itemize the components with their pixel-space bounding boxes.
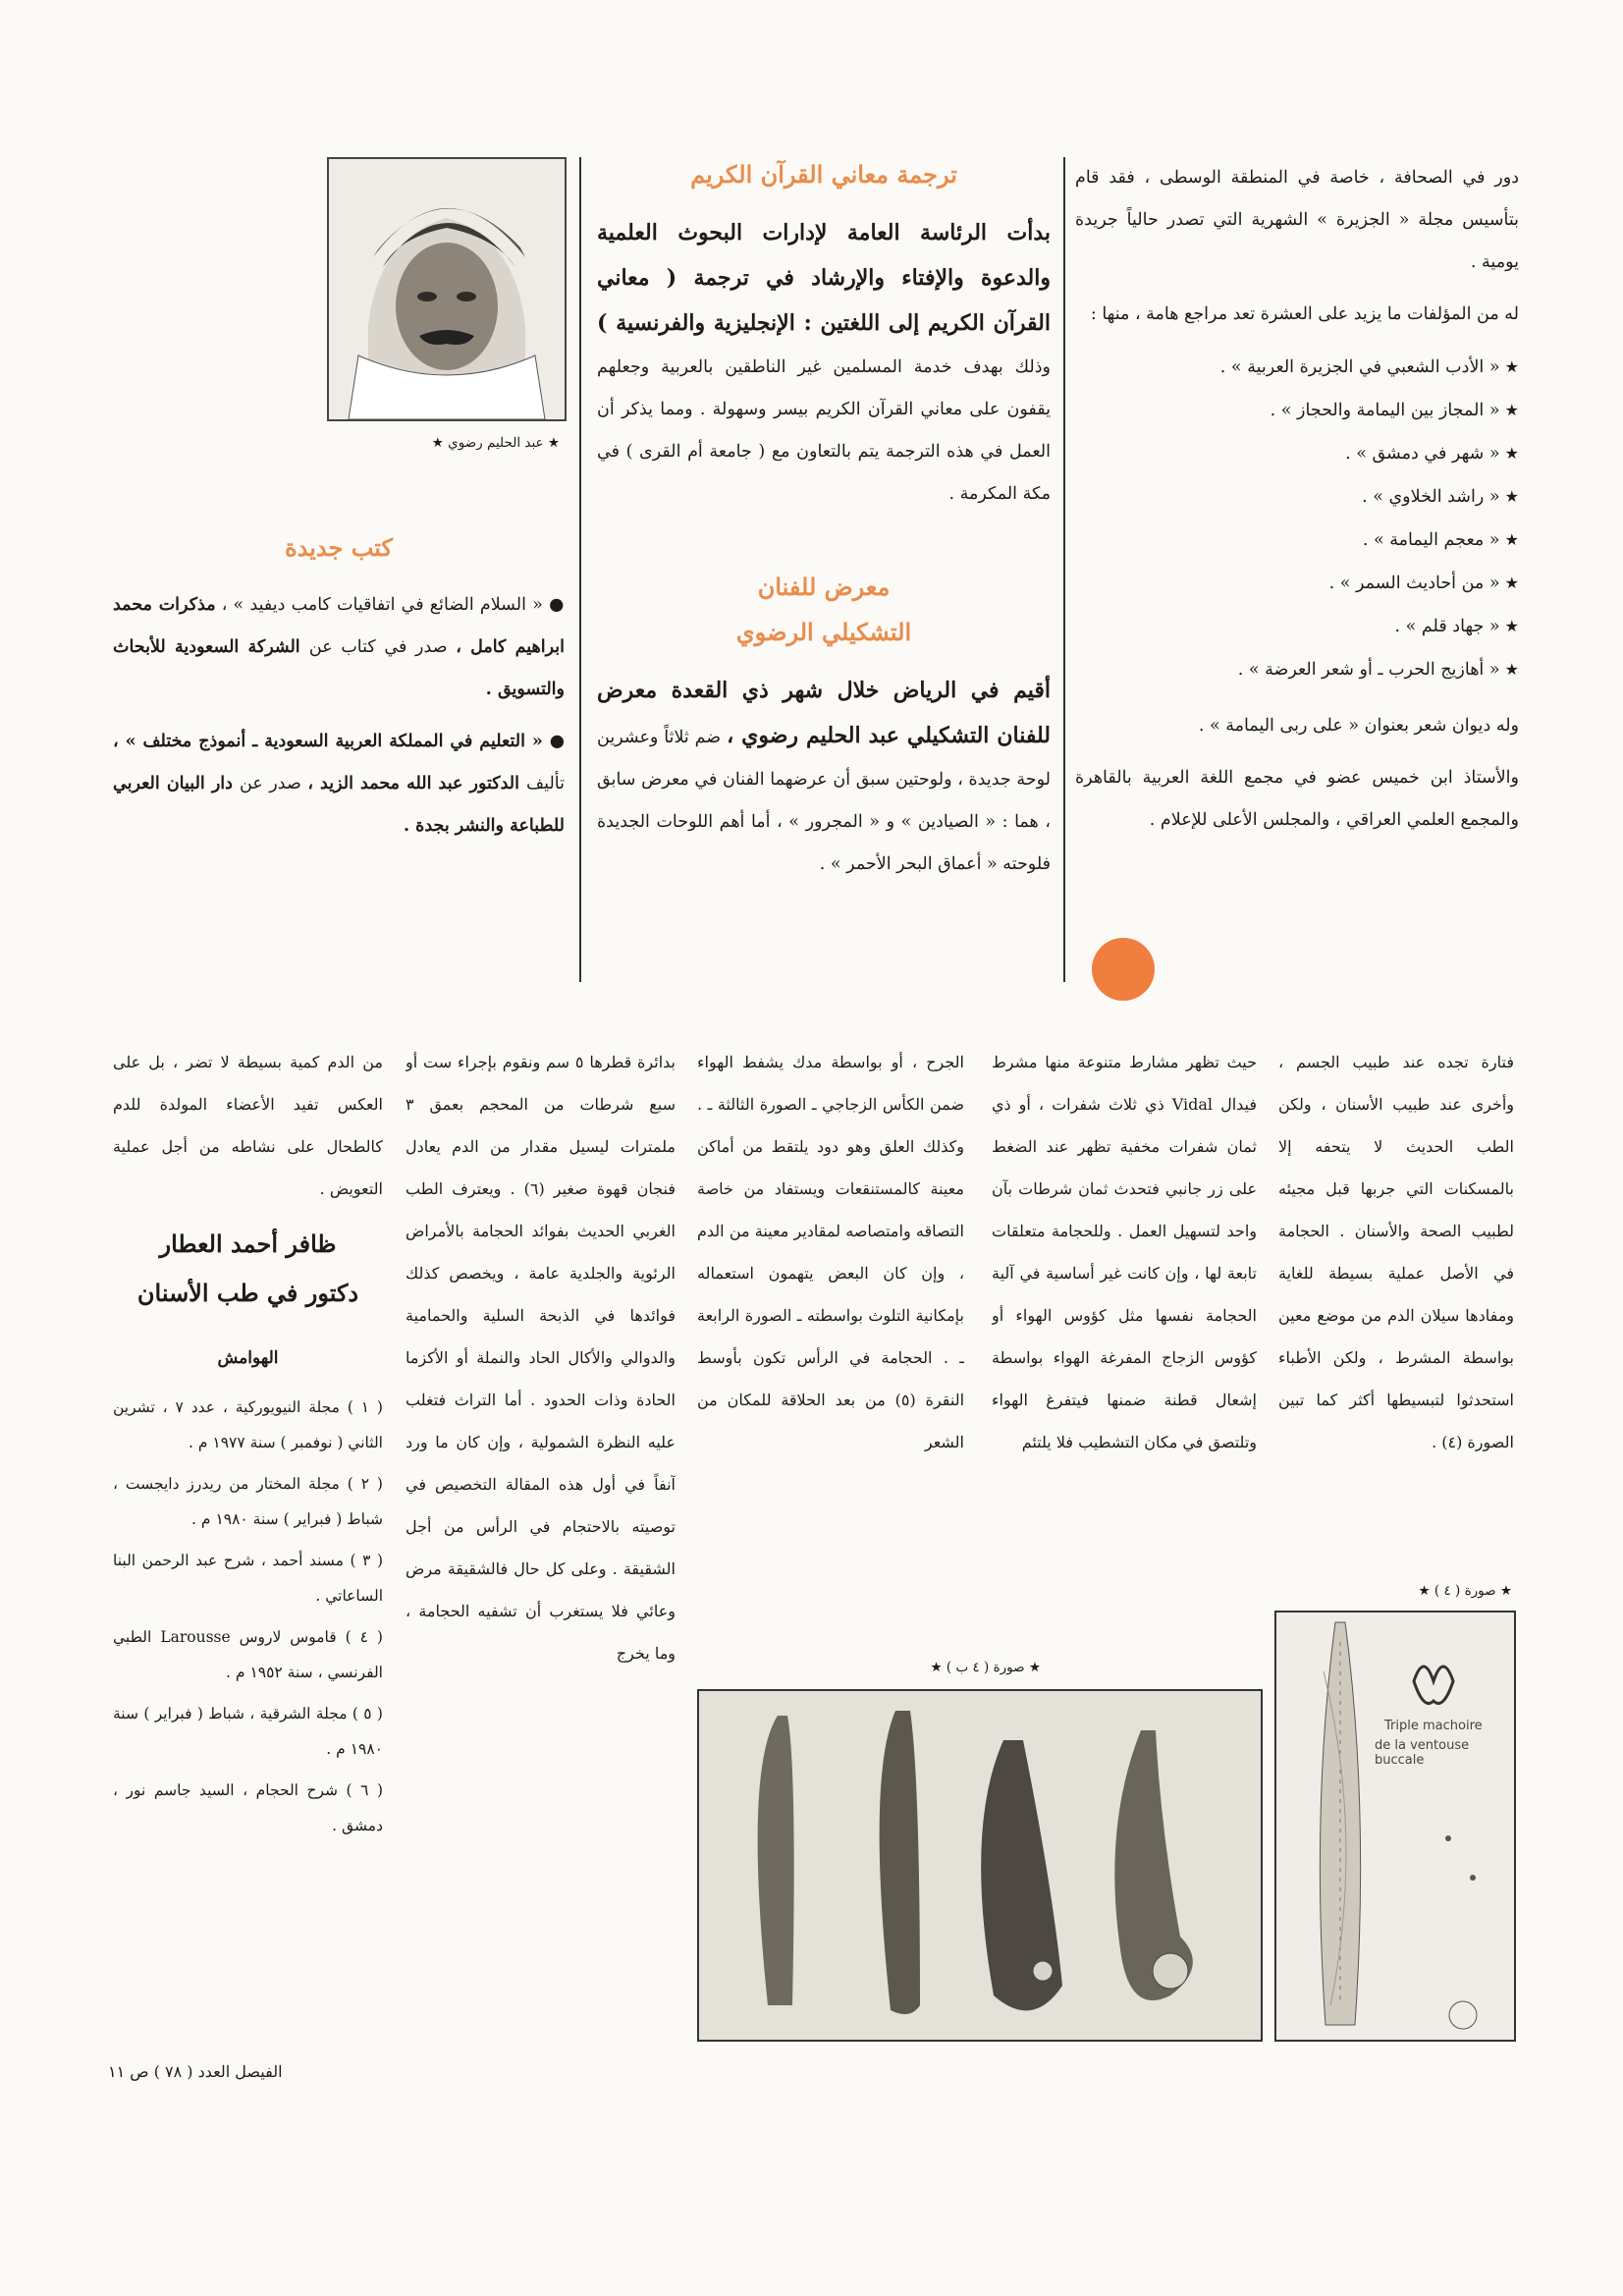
lead-text: بدأت الرئاسة العامة لإدارات البحوث العلمية والدعوة والإفتاء والإرشاد في ترجمة ( معاني القرآن الكريم إلى اللغتين : الإنجليزية والفرنسية ) [597,220,1051,336]
book-author: مذكرات محمد ابراهيم كامل ، [113,595,565,657]
top-right-column [1075,157,1519,972]
bottom-column-1 [1278,1041,1514,1571]
notes-heading: الهوامش [217,1348,279,1368]
list-item: ★ « المجاز بين اليمامة والحجاز » . [1075,389,1519,432]
figure-4b-image [697,1689,1263,2042]
paragraph: دور في الصحافة ، خاصة في المنطقة الوسطى ، فقد قام بتأسيس مجلة « الجزيرة » الشهرية التي تصدر حالياً جريدة يومية . [1075,168,1519,272]
photo-caption: ★ عبد الحليم رضوي ★ [431,435,560,451]
footnote: ( ٢ ) مجلة المختار من ريدرز دايجست ، شباط ( فبراير ) سنة ١٩٨٠ م . [113,1475,383,1528]
bottom-column-4 [406,1041,676,2033]
publisher: الشركة السعودية للأبحاث والتسويق . [113,637,565,699]
paragraph: بدائرة قطرها ٥ سم ونقوم بإجراء ست أو سبع شرطات من المحجم بعمق ٣ ملمترات ليسيل مقدار من الدم يعادل فنجان قهوة صغير (٦) . ويعترف الطب الغربي الحديث بفوائد الحجامة بالأمراض الرئوية والجلدية عامة ، ويخصص كذلك فوائدها في الذبحة السلية والحمامية والدوالي والأكال الحاد والنملة أو الأكزما الحادة وذات الحدود . أما التراث فتغلب عليه النظرة الشمولية ، وإن كان ما ورد آنفاً في أول هذه المقالة التخصيص في توصيته بالاحتجام في الرأس من أجل الشقيقة . وعلى كل حال فالشقيقة مرض وعائي فلا يستغرب أن تشفيه الحجامة ، وما يخرج [406,1053,676,1663]
orange-circle-decoration [1092,938,1155,1001]
footnote: ( ٤ ) قاموس لاروس Larousse الطبي الفرنسي ، سنة ١٩٥٢ م . [113,1628,383,1681]
footnote: ( ٣ ) مسند أحمد ، شرح عبد الرحمن البنا الساعاتي . [113,1552,383,1605]
book-author: الدكتور عبد الله محمد الزيد ، [307,774,527,793]
paragraph: الجرح ، أو بواسطة مدك يشفط الهواء ضمن الكأس الزجاجي ـ الصورة الثالثة ـ . وكذلك العلق وهو دود يلتقط من أماكن معينة كالمستنقعات ويستفاد من خاصة التصاقه وامتصاصه لمقادير معينة من الدم ، وإن كان البعض يتهمون استعماله بإمكانية التلوث بواسطته ـ الصورة الرابعة ـ . الحجامة في الرأس تكون بأوسط النقرة (٥) من بعد الحلاقة للمكان من الشعر [697,1053,964,1451]
body-text: ضم ثلاثاً وعشرين لوحة جديدة ، ولوحتين سبق أن عرضهما الفنان في معرض سابق ، هما : « الصيادين » و « المجرور » ، أما أهم اللوحات الجديدة فلوحته « أعماق البحر الأحمر » . [597,728,1051,874]
list-item: ★ « أهازيج الحرب ـ أو شعر العرضة » . [1075,648,1519,691]
footnote: ( ٥ ) مجلة الشرقية ، شباط ( فبراير ) سنة ١٩٨٠ م . [113,1705,383,1758]
figure-label: Triple machoire [1384,1719,1483,1733]
publisher: دار البيان العربي للطباعة والنشر بجدة . [113,774,565,836]
leech-mouth-diagram [1276,1613,1514,2040]
list-item: ★ « شهر في دمشق » . [1075,432,1519,475]
portrait-illustration [329,159,565,419]
list-item: ★ « راشد الخلاوي » . [1075,475,1519,519]
body-text: تأليف [526,774,565,793]
article-heading: معرض للفنان [757,573,891,601]
article-heading: ترجمة معاني القرآن الكريم [690,160,957,189]
paragraph: والأستاذ ابن خميس عضو في مجمع اللغة العربية بالقاهرة والمجمع العلمي العراقي ، والمجلس الأعلى للإعلام . [1075,768,1519,830]
list-item: ★ « الأدب الشعبي في الجزيرة العربية » . [1075,346,1519,389]
author-name: ظافر أحمد العطار [159,1230,337,1258]
paragraph: من الدم كمية بسيطة لا تضر ، بل على العكس تفيد الأعضاء المولدة للدم كالطحال على نشاطه من أجل عملية التعويض . [113,1053,383,1198]
footnotes [113,1390,383,1843]
book-title: ● « السلام الضائع في اتفاقيات كامب ديفيد » ، [221,595,565,615]
article-heading: التشكيلي الرضوي [735,618,912,646]
section-heading: كتب جديدة [285,533,393,562]
figure-4-image [1274,1611,1516,2042]
portrait-photo [327,157,567,421]
bottom-column-2 [992,1041,1257,1650]
bottom-column-3 [697,1041,964,1650]
list-item: ★ « من أحاديث السمر » . [1075,562,1519,605]
leeches-photo [699,1691,1261,2040]
author-title: دكتور في طب الأسنان [136,1279,359,1307]
column-divider [1063,157,1065,982]
footnote: ( ١ ) مجلة النيويوركية ، عدد ٧ ، تشرين الثاني ( نوفمبر ) سنة ١٩٧٧ م . [113,1398,383,1451]
column-divider [579,157,581,982]
paragraph: وله ديوان شعر بعنوان « على ربى اليمامة » . [1198,716,1519,736]
figure-4-caption: ★ صورة ( ٤ ) ★ [1418,1583,1512,1599]
figure-label: de la ventouse buccale [1375,1738,1470,1768]
footnote: ( ٦ ) شرح الحجام ، السيد جاسم نور ، دمشق . [113,1781,383,1834]
page-footer: الفيصل العدد ( ٧٨ ) ص ١١ [108,2062,283,2081]
lead-text: أقيم في الرياض خلال شهر ذي القعدة معرض للفنان التشكيلي عبد الحليم رضوي ، [597,678,1051,748]
top-middle-column [597,152,1051,992]
paragraph: له من المؤلفات ما يزيد على العشرة تعد مراجع هامة ، منها : [1090,304,1519,324]
body-text: وذلك بهدف خدمة المسلمين غير الناطقين بالعربية وجعلهم يقفون على معاني القرآن الكريم بيسر وسهولة . ومما يذكر أن العمل في هذه الترجمة يتم بالتعاون مع ( جامعة أم القرى ) في مكة المكرمة . [597,357,1051,504]
body-text: صدر عن [240,774,308,793]
figure-4b-caption: ★ صورة ( ٤ ب ) ★ [930,1660,1041,1675]
paragraph: حيث تظهر مشارط متنوعة منها مشرط فيدال Vidal ذي ثلاث شفرات ، أو ذي ثمان شفرات مخفية تظهر عند الضغط على زر جانبي فتحدث ثمان شرطات بآن واحد لتسهيل العمل . وللحجامة متعلقات تابعة لها ، وإن كانت غير أساسية في آلية الحجامة نفسها مثل كؤوس الهواء أو كؤوس الزجاج المفرغة الهواء بواسطة إشعال قطنة ضمنها فيتفرغ الهواء وتلتصق في مكان التشطيب فلا يلتئم [992,1053,1257,1451]
list-item: ★ « معجم اليمامة » . [1075,519,1519,562]
new-books-column [113,525,565,1007]
paragraph: فتارة تجده عند طبيب الجسم ، وأخرى عند طبيب الأسنان ، ولكن الطب الحديث لا يتحفه إلا بالمسكنات التي جربها قبل مجيئه لطبيب الصحة والأسنان . الحجامة في الأصل عملية بسيطة للغاية ومفادها سيلان الدم من موضع معين بواسطة المشرط ، ولكن الأطباء استحدثوا لتبسيطها أكثر كما تبين الصورة (٤) . [1278,1053,1514,1451]
list-item: ★ « جهاد قلم » . [1075,605,1519,648]
book-title: ● « التعليم في المملكة العربية السعودية ـ أنموذج مختلف » ، [113,732,565,751]
bottom-column-5 [113,1041,383,2033]
body-text: صدر في كتاب عن [308,637,457,657]
works-list [1075,346,1519,691]
